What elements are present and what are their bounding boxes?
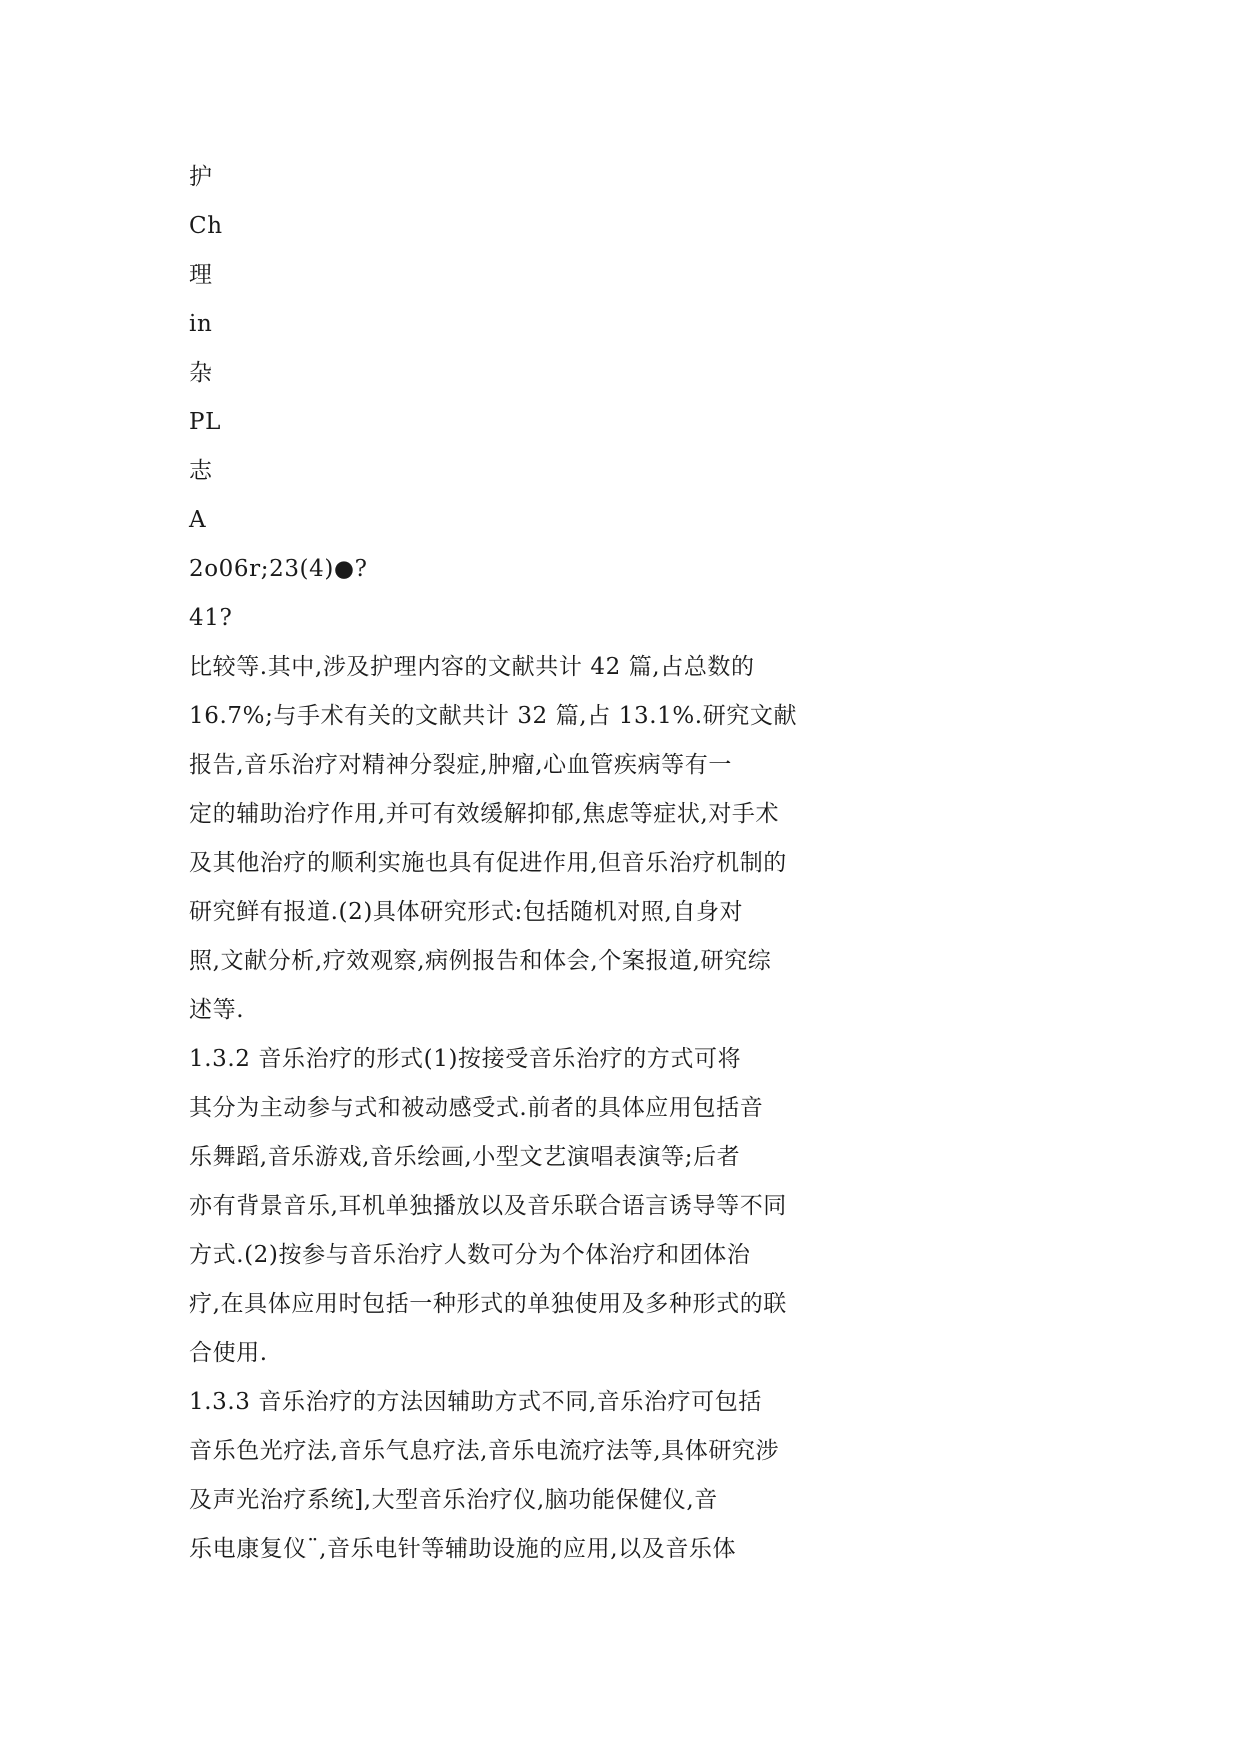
body-line: 述等.	[189, 997, 245, 1023]
header-fragment: PL	[189, 409, 221, 435]
body-line: 乐舞蹈,音乐游戏,音乐绘画,小型文艺演唱表演等;后者	[189, 1144, 741, 1170]
journal-issue-line: 2o06r;23(4)●?	[189, 556, 368, 582]
body-line: 照,文献分析,疗效观察,病例报告和体会,个案报道,研究综	[189, 948, 772, 974]
header-fragment: 杂	[189, 360, 213, 386]
header-fragment: 理	[189, 262, 213, 288]
body-line: 亦有背景音乐,耳机单独播放以及音乐联合语言诱导等不同	[189, 1193, 787, 1219]
header-fragment: 护	[189, 164, 213, 190]
body-line: 方式.(2)按参与音乐治疗人数可分为个体治疗和团体治	[189, 1242, 751, 1268]
header-fragment: A	[189, 507, 207, 533]
body-line: 及声光治疗系统],大型音乐治疗仪,脑功能保健仪,音	[189, 1487, 718, 1513]
header-fragment: 志	[189, 458, 213, 484]
page-number-line: 41?	[189, 605, 233, 631]
body-line: 定的辅助治疗作用,并可有效缓解抑郁,焦虑等症状,对手术	[189, 801, 780, 827]
body-line: 及其他治疗的顺利实施也具有促进作用,但音乐治疗机制的	[189, 850, 787, 876]
body-line: 16.7%;与手术有关的文献共计 32 篇,占 13.1%.研究文献	[189, 703, 798, 729]
header-fragment: in	[189, 311, 213, 337]
body-line: 疗,在具体应用时包括一种形式的单独使用及多种形式的联	[189, 1291, 787, 1317]
body-line: 研究鲜有报道.(2)具体研究形式:包括随机对照,自身对	[189, 899, 744, 925]
body-line: 音乐色光疗法,音乐气息疗法,音乐电流疗法等,具体研究涉	[189, 1438, 780, 1464]
body-line: 乐电康复仪¨,音乐电针等辅助设施的应用,以及音乐体	[189, 1536, 737, 1562]
body-line: 合使用.	[189, 1340, 268, 1366]
section-heading-line: 1.3.3 音乐治疗的方法因辅助方式不同,音乐治疗可包括	[189, 1389, 762, 1415]
body-line: 其分为主动参与式和被动感受式.前者的具体应用包括音	[189, 1095, 764, 1121]
text-column	[189, 153, 849, 1574]
body-line: 比较等.其中,涉及护理内容的文献共计 42 篇,占总数的	[189, 654, 755, 680]
section-heading-line: 1.3.2 音乐治疗的形式(1)按接受音乐治疗的方式可将	[189, 1046, 742, 1072]
body-line: 报告,音乐治疗对精神分裂症,肿瘤,心血管疾病等有一	[189, 752, 732, 778]
header-fragment: Ch	[189, 213, 223, 239]
